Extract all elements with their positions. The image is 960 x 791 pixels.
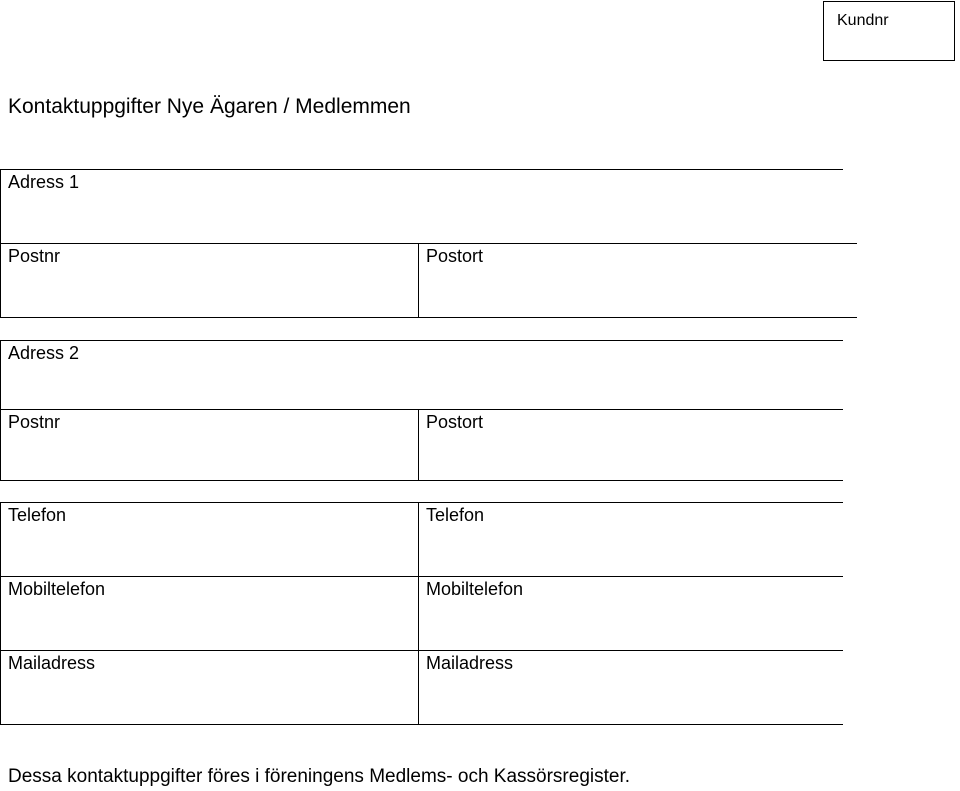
mailadress-right-field[interactable] [426, 653, 513, 674]
divider [0, 340, 843, 341]
divider [418, 243, 419, 318]
divider [0, 502, 843, 503]
page-title: Kontaktuppgifter Nye Ägaren / Medlemmen [8, 95, 411, 118]
telefon-right-field[interactable] [426, 505, 484, 526]
divider [0, 502, 1, 725]
divider [0, 169, 843, 170]
customer-number-label: Kundnr [837, 12, 889, 29]
postort-2-field[interactable] [426, 412, 483, 433]
postnr-1-field[interactable] [8, 246, 60, 267]
address-1-label: Adress 1 [8, 172, 80, 192]
divider [0, 724, 843, 725]
divider [0, 650, 843, 651]
divider [418, 409, 419, 481]
telefon-left-field[interactable] [8, 505, 66, 526]
divider [0, 169, 1, 318]
divider [418, 502, 419, 725]
postnr-2-label: Postnr [8, 412, 61, 432]
divider [0, 243, 857, 244]
divider [0, 317, 857, 318]
telefon-left-label: Telefon [8, 505, 67, 525]
postort-1-field[interactable] [426, 246, 483, 267]
mobiltelefon-right-field[interactable] [426, 579, 523, 600]
divider [0, 480, 843, 481]
postort-1-label: Postort [426, 246, 484, 266]
divider [0, 340, 1, 481]
mobiltelefon-left-label: Mobiltelefon [8, 579, 106, 599]
address-2-label: Adress 2 [8, 343, 80, 363]
postort-2-label: Postort [426, 412, 484, 432]
customer-number-field[interactable] [823, 1, 955, 61]
divider [0, 409, 843, 410]
postnr-2-field[interactable] [8, 412, 60, 433]
address-1-field[interactable] [8, 172, 79, 193]
mobiltelefon-right-label: Mobiltelefon [426, 579, 524, 599]
address-2-field[interactable] [8, 343, 79, 364]
telefon-right-label: Telefon [426, 505, 485, 525]
postnr-1-label: Postnr [8, 246, 61, 266]
mobiltelefon-left-field[interactable] [8, 579, 105, 600]
footer-note: Dessa kontaktuppgifter föres i föreningens Medlems- och Kassörsregister. [8, 766, 631, 787]
mailadress-left-field[interactable] [8, 653, 95, 674]
divider [0, 576, 843, 577]
mailadress-left-label: Mailadress [8, 653, 96, 673]
mailadress-right-label: Mailadress [426, 653, 514, 673]
